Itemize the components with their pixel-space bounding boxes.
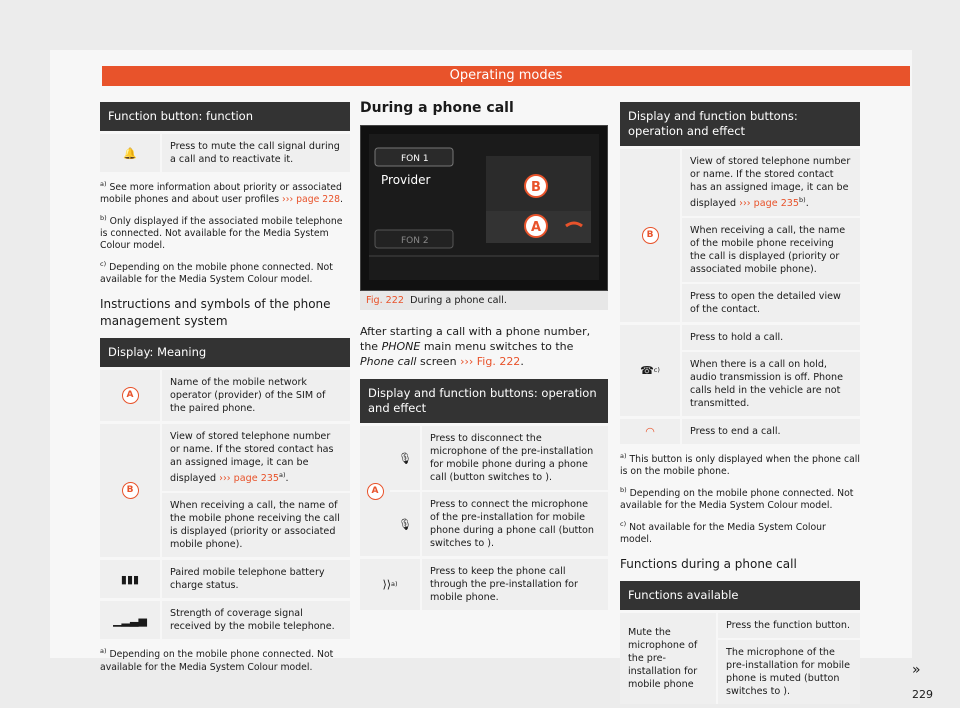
row-text: Press to connect the microphone of the pre-installation for mobile phone during a phone call (button switches to ). (420, 492, 608, 556)
footnote-c: $^{c)}$ Depending on the mobile phone connected. Not available for the Media System Colour model. (100, 260, 333, 286)
page (50, 50, 933, 701)
svg-text:A: A (531, 220, 542, 235)
badge-a: A (367, 483, 384, 500)
table-row (360, 559, 608, 610)
paragraph: After starting a call with a phone number, the PHONE main menu switches to the Phone call screen ››› Fig. 222. (360, 325, 591, 368)
row-text: When there is a call on hold, audio transmission is off. Phone calls held in the vehicle are not transmitted. (682, 350, 860, 416)
column-2 (360, 102, 608, 610)
svg-text:B: B (531, 180, 541, 195)
table-row (620, 613, 860, 704)
table-header: Functions available (620, 581, 860, 610)
row-text: View of stored telephone number or name. If the stored contact has an assigned image, it can be displayed ››› page 235$^{a)}$. (170, 431, 334, 485)
table-row (100, 560, 350, 598)
row-text: Press the function button. (726, 620, 851, 632)
table-header: Display and function buttons: operation and effect (360, 379, 608, 423)
row-text: Press to hold a call. (690, 332, 784, 344)
table-row (100, 601, 350, 639)
table-row (620, 419, 860, 444)
figure-caption: Fig. 222 During a phone call. (360, 291, 608, 310)
row-text: When receiving a call, the name of the mobile phone receiving the call is displayed (priority or associated mobile phone). (682, 216, 860, 282)
continue-arrow-icon: » (912, 662, 921, 678)
section-header: Operating modes (102, 66, 910, 86)
page-number: 229 (912, 688, 933, 701)
row-text: Paired mobile telephone battery charge status. (160, 560, 350, 598)
row-text: Press to end a call. (680, 419, 860, 444)
table-row (620, 149, 860, 322)
section-title: During a phone call (360, 100, 514, 116)
table-row (360, 426, 608, 556)
section-heading: Instructions and symbols of the phone management system (100, 297, 331, 329)
footnote-a: $^{a)}$ See more information about priority or associated mobile phones and about user profiles ››› page 228. (100, 180, 344, 206)
row-label: Mute the microphone of the pre-installation for mobile phone (628, 627, 698, 691)
table-header: Display: Meaning (100, 338, 350, 367)
mic-off-icon: 🎙 (398, 451, 412, 465)
row-text: Press to keep the phone call through the pre-installation for mobile phone. (420, 559, 608, 610)
hold-call-icon: ☎ c) (640, 364, 660, 378)
column-1 (100, 102, 350, 674)
table-row (620, 325, 860, 416)
table-row (100, 370, 350, 421)
footnote-b: $^{b)}$ Depending on the mobile phone connected. Not available for the Media System Colour model. (620, 486, 854, 512)
table-header: Display and function buttons: operation and effect (620, 102, 860, 146)
svg-text:FON 1: FON 1 (401, 154, 429, 164)
column-3 (620, 102, 860, 704)
badge-b: B (642, 227, 659, 244)
row-text: Strength of coverage signal received by the mobile telephone. (160, 601, 350, 639)
row-text: The microphone of the pre-installation for mobile phone is muted (button switches to ). (718, 638, 860, 704)
badge-a: A (122, 387, 139, 404)
table-row (100, 424, 350, 557)
table-row (100, 134, 350, 172)
row-text: When receiving a call, the name of the mobile phone receiving the call is displayed (priority or associated mobile phone). (162, 491, 350, 557)
footnote-c: $^{c)}$ Not available for the Media System Colour model. (620, 520, 826, 546)
phone-call-figure (360, 125, 608, 291)
row-text: Press to mute the call signal during a call and to reactivate it. (160, 134, 350, 172)
end-call-icon: ◠ (645, 425, 655, 439)
footnote-a: $^{a)}$ Depending on the mobile phone connected. Not available for the Media System Colour model. (100, 647, 334, 673)
table-header: Function button: function (100, 102, 350, 131)
row-text: Name of the mobile network operator (provider) of the SIM of the paired phone. (160, 370, 350, 421)
row-text: Press to open the detailed view of the contact. (682, 282, 860, 322)
row-text: Press to disconnect the microphone of the pre-installation for mobile phone during a phone call (button switches to ). (420, 426, 608, 490)
transfer-icon: ⟩⟩ a) (382, 578, 398, 591)
phone-screen-illustration (361, 126, 607, 288)
footnote-a: $^{a)}$ This button is only displayed when the phone call is on the mobile phone. (620, 452, 860, 478)
svg-text:FON 2: FON 2 (401, 236, 429, 246)
signal-icon: ▁▂▃▅ (113, 613, 147, 627)
battery-icon: ▮▮▮ (120, 572, 140, 586)
section-heading: Functions during a phone call (620, 557, 797, 572)
svg-text:Provider: Provider (381, 173, 431, 187)
footnote-b: $^{b)}$ Only displayed if the associated mobile telephone is connected. Not available for the Media System Colour model. (100, 214, 343, 252)
mic-icon: 🎙 (398, 517, 412, 531)
bell-icon: 🔔 (123, 146, 137, 160)
badge-b: B (122, 482, 139, 499)
row-text: View of stored telephone number or name. If the stored contact has an assigned image, it can be displayed ››› page 235$^{b)}$. (690, 156, 851, 210)
